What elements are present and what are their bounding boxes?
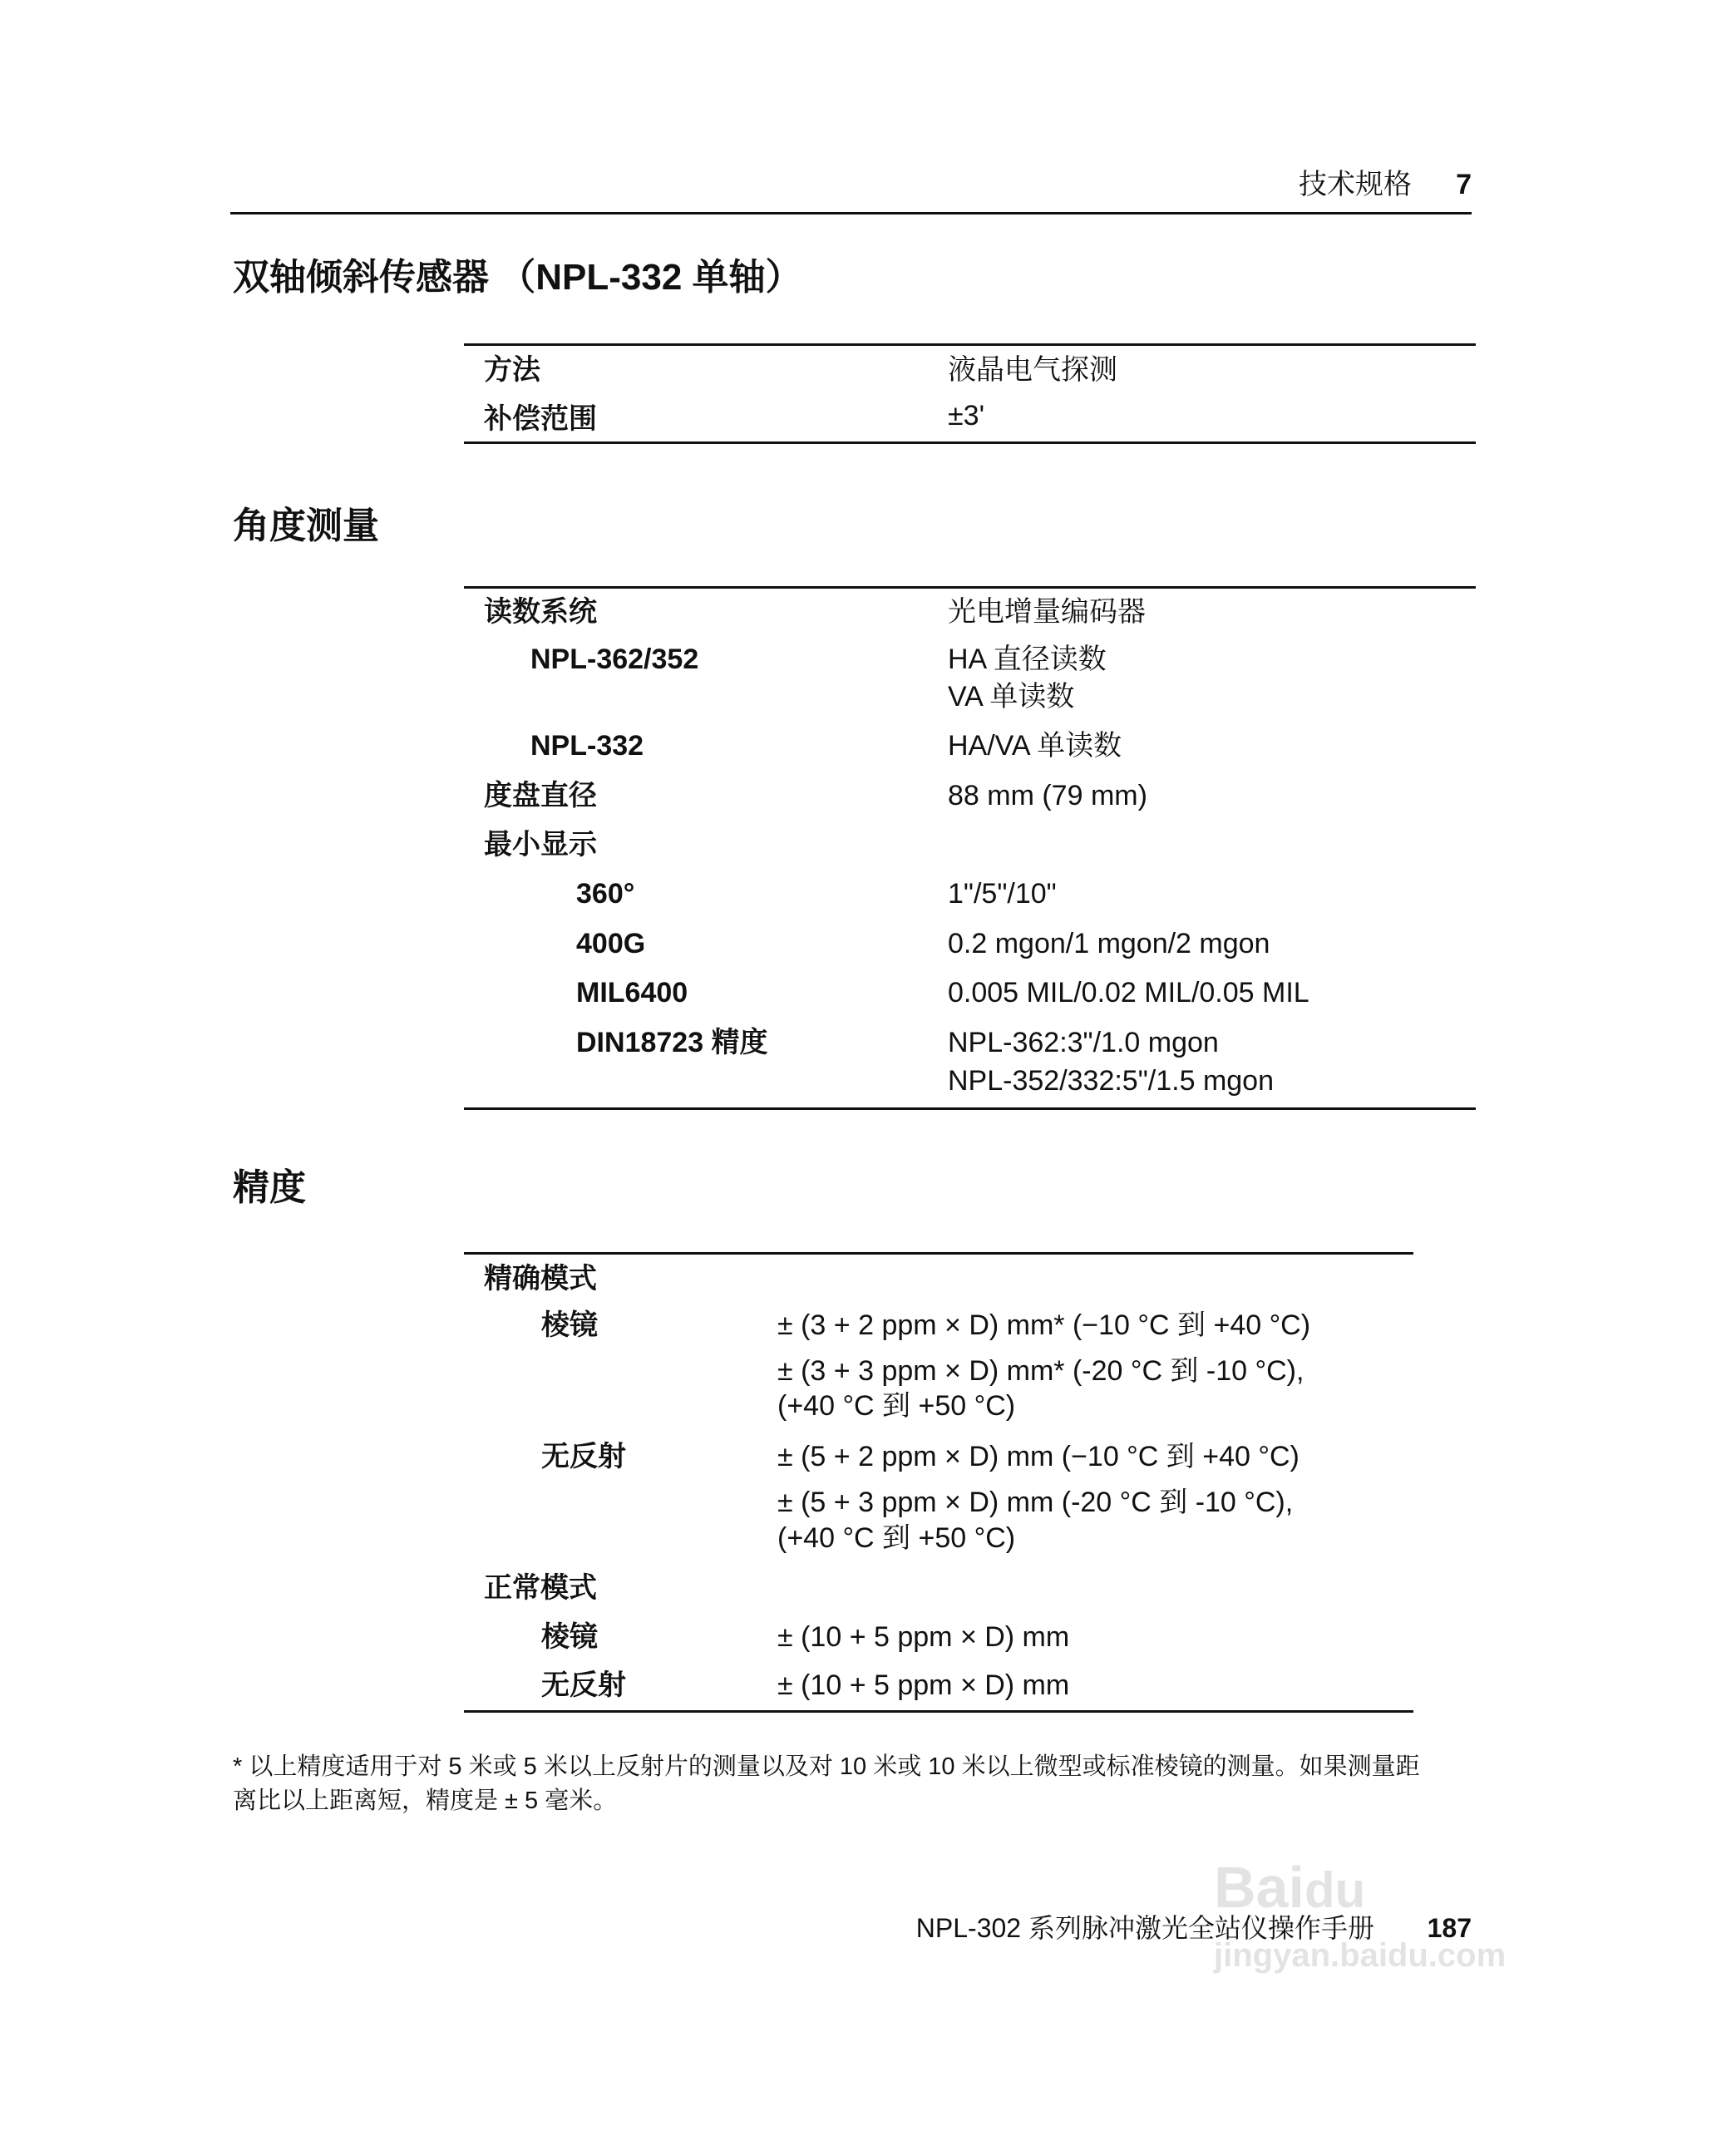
spec-value: 0.2 mgon/1 mgon/2 mgon bbox=[948, 928, 1270, 959]
running-header-section: 技术规格 bbox=[1299, 169, 1412, 200]
spec-label: 精确模式 bbox=[484, 1263, 597, 1294]
spec-value: VA 单读数 bbox=[948, 681, 1075, 713]
watermark-logo: Baidu bbox=[1214, 1855, 1366, 1920]
spec-value: 光电增量编码器 bbox=[948, 596, 1146, 628]
header-rule bbox=[230, 212, 1472, 215]
spec-value: 1"/5"/10" bbox=[948, 878, 1057, 910]
spec-value: ± (5 + 2 ppm × D) mm (−10 °C 到 +40 °C) bbox=[777, 1441, 1300, 1472]
spec-value: 液晶电气探测 bbox=[948, 354, 1117, 386]
spec-value: NPL-362:3"/1.0 mgon bbox=[948, 1027, 1219, 1058]
footer-page-number: 187 bbox=[1427, 1913, 1472, 1943]
spec-value: ± (10 + 5 ppm × D) mm bbox=[777, 1621, 1070, 1653]
spec-label: 400G bbox=[576, 928, 646, 959]
spec-label: 棱镜 bbox=[541, 1621, 598, 1653]
spec-value: (+40 °C 到 +50 °C) bbox=[777, 1390, 1016, 1422]
footnote-line: 离比以上距离短，精度是 ± 5 毫米。 bbox=[233, 1788, 618, 1814]
table-rule bbox=[464, 343, 1476, 346]
spec-label: 无反射 bbox=[541, 1441, 626, 1472]
section-title-tilt-sensor: 双轴倾斜传感器 （NPL-332 单轴） bbox=[233, 257, 802, 298]
spec-label: 无反射 bbox=[541, 1669, 626, 1701]
spec-value: ±3' bbox=[948, 400, 985, 431]
running-header-chapter: 7 bbox=[1456, 169, 1472, 200]
table-rule bbox=[464, 441, 1476, 444]
spec-value: HA 直径读数 bbox=[948, 644, 1107, 675]
spec-label: 最小显示 bbox=[484, 829, 597, 861]
spec-label: NPL-362/352 bbox=[530, 644, 699, 675]
table-rule bbox=[464, 1710, 1413, 1713]
spec-label: MIL6400 bbox=[576, 977, 688, 1008]
spec-value: ± (5 + 3 ppm × D) mm (-20 °C 到 -10 °C), bbox=[777, 1487, 1294, 1518]
spec-value: NPL-352/332:5"/1.5 mgon bbox=[948, 1065, 1274, 1097]
spec-label: 棱镜 bbox=[541, 1309, 598, 1341]
spec-label: 正常模式 bbox=[484, 1572, 597, 1604]
spec-value: ± (3 + 3 ppm × D) mm* (-20 °C 到 -10 °C), bbox=[777, 1355, 1304, 1387]
table-rule bbox=[464, 586, 1476, 589]
spec-label: NPL-332 bbox=[530, 730, 644, 762]
spec-value: ± (3 + 2 ppm × D) mm* (−10 °C 到 +40 °C) bbox=[777, 1309, 1311, 1341]
spec-value: 88 mm (79 mm) bbox=[948, 780, 1147, 811]
footnote-line: * 以上精度适用于对 5 米或 5 米以上反射片的测量以及对 10 米或 10 米以上微型或标准棱镜的测量。如果测量距 bbox=[233, 1753, 1420, 1780]
spec-label: 360° bbox=[576, 878, 635, 910]
spec-value: 0.005 MIL/0.02 MIL/0.05 MIL bbox=[948, 977, 1309, 1008]
table-rule bbox=[464, 1107, 1476, 1110]
spec-value: ± (10 + 5 ppm × D) mm bbox=[777, 1669, 1070, 1701]
spec-label: 方法 bbox=[484, 354, 540, 386]
section-title-angle: 角度测量 bbox=[233, 505, 379, 546]
section-title-accuracy: 精度 bbox=[233, 1167, 306, 1208]
watermark-url: jingyan.baidu.com bbox=[1214, 1937, 1507, 1974]
spec-label: DIN18723 精度 bbox=[576, 1027, 768, 1058]
spec-value: HA/VA 单读数 bbox=[948, 730, 1122, 762]
spec-label: 读数系统 bbox=[484, 596, 597, 628]
spec-value: (+40 °C 到 +50 °C) bbox=[777, 1522, 1016, 1554]
footer-manual-title: NPL-302 系列脉冲激光全站仪操作手册 bbox=[915, 1913, 1374, 1943]
spec-label: 补偿范围 bbox=[484, 403, 597, 435]
table-rule bbox=[464, 1252, 1413, 1255]
spec-label: 度盘直径 bbox=[484, 780, 597, 811]
